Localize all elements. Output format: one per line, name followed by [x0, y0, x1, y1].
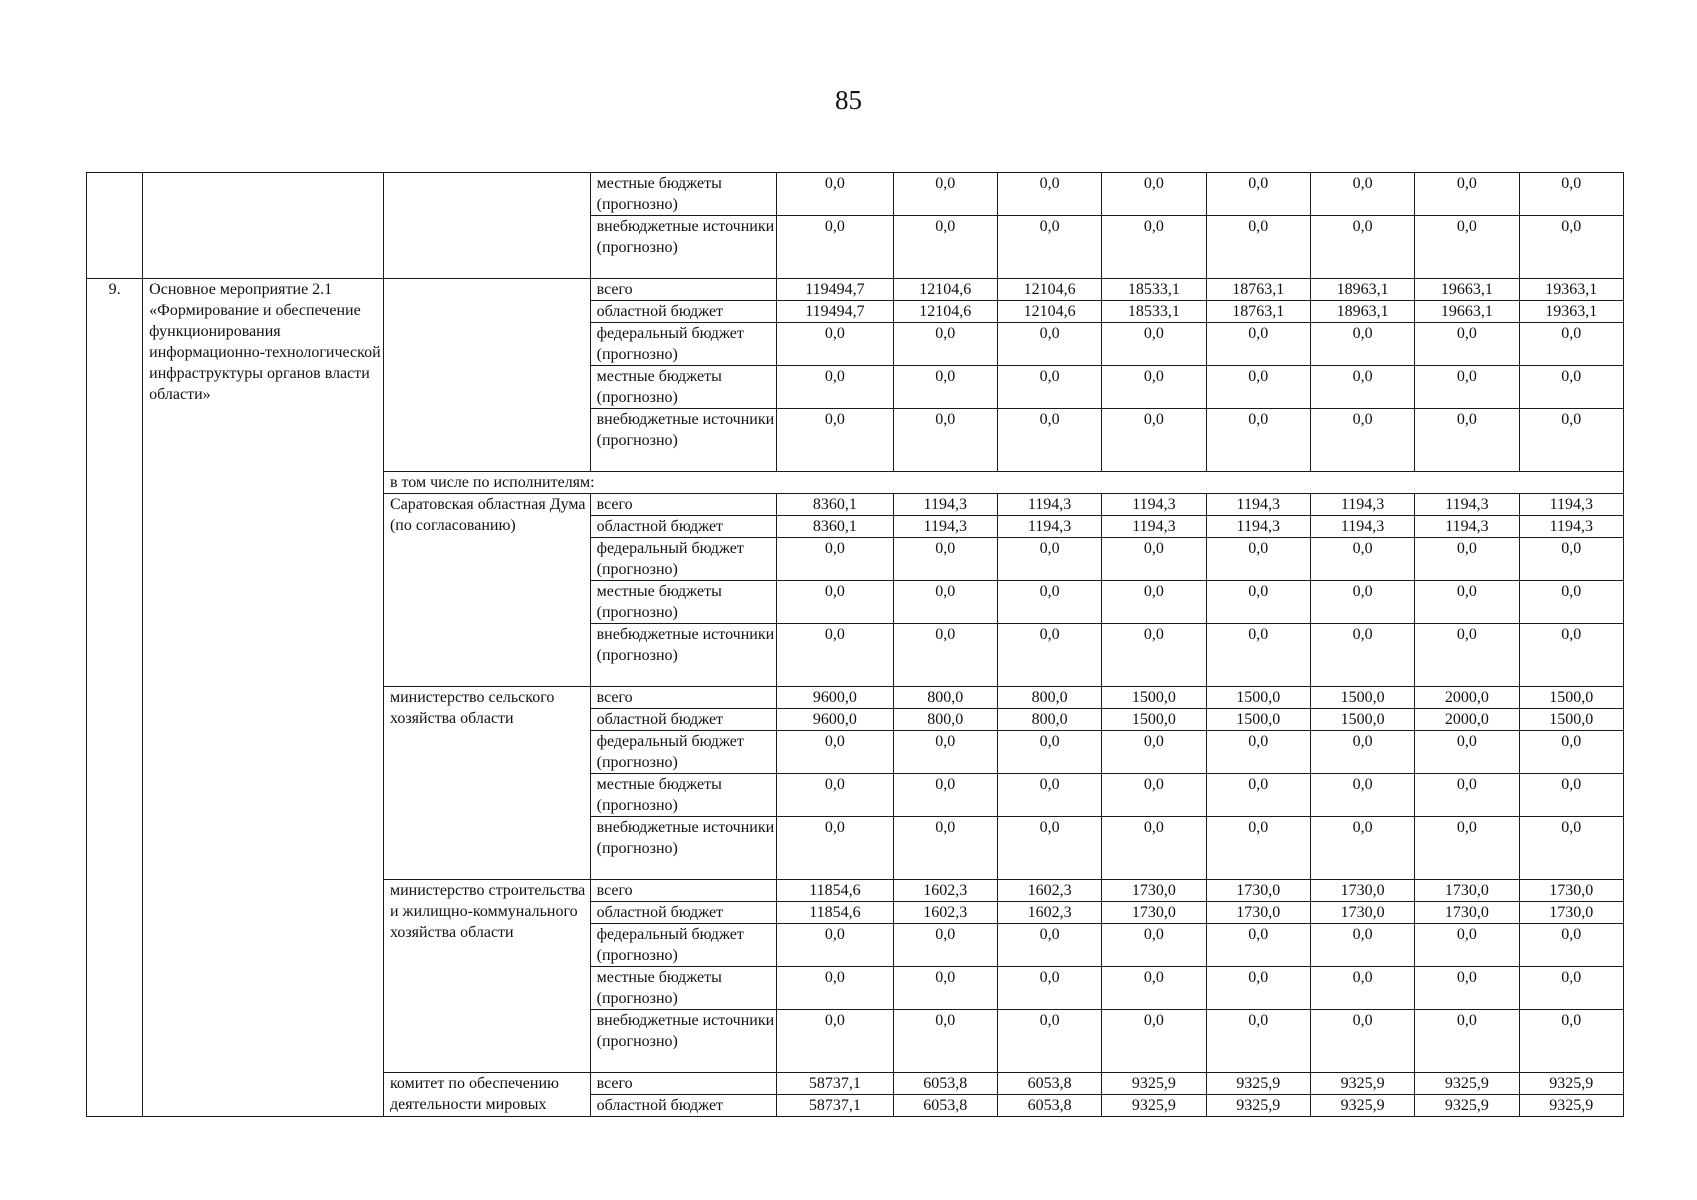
- value-year-cell: 0,0: [1310, 731, 1414, 774]
- value-year-cell: 1194,3: [997, 494, 1101, 516]
- value-year-cell: 1602,3: [893, 902, 997, 924]
- value-year-cell: 0,0: [997, 538, 1101, 581]
- value-year-cell: 1194,3: [1519, 516, 1623, 538]
- funding-source-label: местные бюджеты (прогнозно): [590, 967, 777, 1010]
- value-year-cell: 0,0: [1206, 731, 1310, 774]
- funding-source-label: федеральный бюджет (прогнозно): [590, 538, 777, 581]
- funding-source-label: местные бюджеты (прогнозно): [590, 581, 777, 624]
- value-year-cell: 0,0: [1415, 624, 1519, 687]
- value-total-cell: 0,0: [777, 731, 893, 774]
- value-year-cell: 18963,1: [1310, 301, 1414, 323]
- value-total-cell: 11854,6: [777, 880, 893, 902]
- executor-name-cell: министерство строительства и жилищно-коммунального хозяйства области: [383, 880, 590, 1073]
- value-year-cell: 18533,1: [1102, 279, 1206, 301]
- funding-source-label: всего: [590, 494, 777, 516]
- value-year-cell: 0,0: [1310, 581, 1414, 624]
- value-year-cell: 1730,0: [1519, 902, 1623, 924]
- value-year-cell: 9325,9: [1206, 1073, 1310, 1095]
- measure-name-cell: Основное мероприятие 2.1 «Формирование и обеспечение функционирования информационно-технологической инфраструктуры органов власти области»: [143, 279, 384, 1117]
- funding-source-label: местные бюджеты (прогнозно): [590, 173, 777, 216]
- value-year-cell: 0,0: [1206, 774, 1310, 817]
- value-year-cell: 0,0: [893, 581, 997, 624]
- value-year-cell: 1500,0: [1102, 687, 1206, 709]
- value-year-cell: 0,0: [1415, 967, 1519, 1010]
- value-year-cell: 0,0: [893, 323, 997, 366]
- value-total-cell: 0,0: [777, 967, 893, 1010]
- value-year-cell: 1602,3: [997, 902, 1101, 924]
- value-year-cell: 0,0: [1206, 409, 1310, 472]
- value-year-cell: 0,0: [1102, 624, 1206, 687]
- value-total-cell: 0,0: [777, 323, 893, 366]
- value-year-cell: 0,0: [893, 538, 997, 581]
- value-total-cell: 0,0: [777, 538, 893, 581]
- table-row: [87, 173, 1624, 216]
- value-year-cell: 19363,1: [1519, 279, 1623, 301]
- value-year-cell: 0,0: [893, 967, 997, 1010]
- value-year-cell: 0,0: [997, 581, 1101, 624]
- funding-source-label: федеральный бюджет (прогнозно): [590, 924, 777, 967]
- budget-table-body: [87, 173, 1624, 1117]
- value-year-cell: 1730,0: [1310, 880, 1414, 902]
- value-total-cell: 0,0: [777, 216, 893, 279]
- value-year-cell: 0,0: [1206, 173, 1310, 216]
- funding-source-label: внебюджетные источники (прогнозно): [590, 1010, 777, 1073]
- value-year-cell: 0,0: [1415, 409, 1519, 472]
- value-year-cell: 0,0: [1415, 323, 1519, 366]
- value-year-cell: 0,0: [893, 366, 997, 409]
- value-year-cell: 0,0: [1415, 216, 1519, 279]
- funding-source-label: местные бюджеты (прогнозно): [590, 774, 777, 817]
- value-year-cell: 0,0: [1102, 323, 1206, 366]
- value-year-cell: 0,0: [1415, 817, 1519, 880]
- value-year-cell: 6053,8: [997, 1073, 1101, 1095]
- value-year-cell: 0,0: [1310, 774, 1414, 817]
- value-year-cell: 0,0: [1102, 581, 1206, 624]
- value-year-cell: 0,0: [1102, 924, 1206, 967]
- value-year-cell: 0,0: [1519, 173, 1623, 216]
- value-year-cell: 1500,0: [1310, 687, 1414, 709]
- value-total-cell: 0,0: [777, 366, 893, 409]
- value-year-cell: 0,0: [1102, 409, 1206, 472]
- row-number-cell: 9.: [87, 279, 143, 1117]
- value-year-cell: 0,0: [1206, 924, 1310, 967]
- value-total-cell: 0,0: [777, 581, 893, 624]
- value-year-cell: 0,0: [1519, 538, 1623, 581]
- value-year-cell: 0,0: [1519, 581, 1623, 624]
- value-year-cell: 0,0: [893, 409, 997, 472]
- value-year-cell: 0,0: [997, 967, 1101, 1010]
- value-year-cell: 0,0: [1310, 967, 1414, 1010]
- value-year-cell: 0,0: [1206, 967, 1310, 1010]
- executor-name-cell: Саратовская областная Дума (по согласованию): [383, 494, 590, 687]
- value-year-cell: 18533,1: [1102, 301, 1206, 323]
- value-year-cell: 1194,3: [1310, 494, 1414, 516]
- value-year-cell: 2000,0: [1415, 687, 1519, 709]
- value-total-cell: 0,0: [777, 409, 893, 472]
- funding-source-label: внебюджетные источники (прогнозно): [590, 409, 777, 472]
- value-total-cell: 9600,0: [777, 687, 893, 709]
- value-year-cell: 9325,9: [1415, 1073, 1519, 1095]
- value-total-cell: 0,0: [777, 173, 893, 216]
- value-year-cell: 1194,3: [1310, 516, 1414, 538]
- funding-source-label: всего: [590, 687, 777, 709]
- executor-name-cell: комитет по обеспечению деятельности мировых: [383, 1073, 590, 1117]
- value-year-cell: 1730,0: [1102, 880, 1206, 902]
- funding-source-label: внебюджетные источники (прогнозно): [590, 624, 777, 687]
- value-year-cell: 1194,3: [1415, 494, 1519, 516]
- value-year-cell: 0,0: [1102, 817, 1206, 880]
- value-year-cell: 0,0: [997, 731, 1101, 774]
- value-year-cell: 0,0: [1310, 173, 1414, 216]
- value-year-cell: 0,0: [1102, 173, 1206, 216]
- value-year-cell: 6053,8: [893, 1095, 997, 1117]
- value-year-cell: 0,0: [1415, 366, 1519, 409]
- value-year-cell: 1500,0: [1102, 709, 1206, 731]
- table-row: [87, 279, 1624, 301]
- value-year-cell: 0,0: [997, 216, 1101, 279]
- value-year-cell: 800,0: [997, 687, 1101, 709]
- value-year-cell: 1602,3: [893, 880, 997, 902]
- value-year-cell: 800,0: [893, 687, 997, 709]
- executor-cell: [383, 173, 590, 279]
- value-year-cell: 0,0: [997, 323, 1101, 366]
- value-year-cell: 0,0: [1206, 216, 1310, 279]
- value-total-cell: 58737,1: [777, 1073, 893, 1095]
- value-year-cell: 0,0: [1206, 817, 1310, 880]
- funding-source-label: федеральный бюджет (прогнозно): [590, 731, 777, 774]
- value-year-cell: 9325,9: [1519, 1095, 1623, 1117]
- value-year-cell: 1730,0: [1206, 902, 1310, 924]
- value-year-cell: 0,0: [1206, 366, 1310, 409]
- value-year-cell: 0,0: [1102, 731, 1206, 774]
- value-year-cell: 9325,9: [1310, 1073, 1414, 1095]
- value-year-cell: 2000,0: [1415, 709, 1519, 731]
- value-year-cell: 0,0: [893, 924, 997, 967]
- value-year-cell: 0,0: [1310, 624, 1414, 687]
- value-year-cell: 1730,0: [1102, 902, 1206, 924]
- value-year-cell: 1194,3: [893, 494, 997, 516]
- value-year-cell: 9325,9: [1102, 1073, 1206, 1095]
- value-year-cell: 1500,0: [1206, 709, 1310, 731]
- funding-source-label: всего: [590, 1073, 777, 1095]
- value-year-cell: 0,0: [997, 173, 1101, 216]
- budget-table-container: [86, 172, 1624, 1117]
- value-year-cell: 0,0: [1310, 323, 1414, 366]
- value-year-cell: 1730,0: [1519, 880, 1623, 902]
- value-year-cell: 0,0: [1310, 1010, 1414, 1073]
- funding-source-label: областной бюджет: [590, 902, 777, 924]
- value-year-cell: 0,0: [1415, 581, 1519, 624]
- value-year-cell: 0,0: [1519, 967, 1623, 1010]
- value-year-cell: 12104,6: [997, 279, 1101, 301]
- value-year-cell: 0,0: [893, 817, 997, 880]
- funding-source-label: всего: [590, 279, 777, 301]
- value-total-cell: 0,0: [777, 774, 893, 817]
- executor-name-cell: министерство сельского хозяйства области: [383, 687, 590, 880]
- value-year-cell: 0,0: [1519, 924, 1623, 967]
- value-year-cell: 0,0: [893, 173, 997, 216]
- value-year-cell: 0,0: [1310, 216, 1414, 279]
- value-year-cell: 9325,9: [1310, 1095, 1414, 1117]
- value-year-cell: 0,0: [1519, 774, 1623, 817]
- executors-header: в том числе по исполнителям:: [383, 472, 1623, 494]
- value-year-cell: 18763,1: [1206, 301, 1310, 323]
- value-year-cell: 0,0: [1310, 924, 1414, 967]
- value-year-cell: 1500,0: [1206, 687, 1310, 709]
- page-number: 85: [835, 85, 862, 115]
- value-year-cell: 0,0: [1519, 731, 1623, 774]
- value-year-cell: 12104,6: [997, 301, 1101, 323]
- value-year-cell: 800,0: [997, 709, 1101, 731]
- value-year-cell: 0,0: [1102, 774, 1206, 817]
- value-year-cell: 0,0: [1310, 817, 1414, 880]
- value-year-cell: 1730,0: [1206, 880, 1310, 902]
- value-year-cell: 0,0: [893, 216, 997, 279]
- value-year-cell: 1194,3: [997, 516, 1101, 538]
- funding-source-label: федеральный бюджет (прогнозно): [590, 323, 777, 366]
- value-year-cell: 0,0: [1310, 366, 1414, 409]
- value-year-cell: 0,0: [893, 774, 997, 817]
- value-year-cell: 0,0: [1519, 366, 1623, 409]
- value-year-cell: 0,0: [1102, 538, 1206, 581]
- value-year-cell: 800,0: [893, 709, 997, 731]
- value-year-cell: 0,0: [1310, 409, 1414, 472]
- measure-name-cell: [143, 173, 384, 279]
- value-year-cell: 12104,6: [893, 301, 997, 323]
- value-total-cell: 9600,0: [777, 709, 893, 731]
- value-year-cell: 0,0: [1415, 924, 1519, 967]
- value-year-cell: 0,0: [1415, 173, 1519, 216]
- value-year-cell: 0,0: [1519, 409, 1623, 472]
- funding-source-label: областной бюджет: [590, 516, 777, 538]
- value-year-cell: 9325,9: [1415, 1095, 1519, 1117]
- value-year-cell: 9325,9: [1102, 1095, 1206, 1117]
- value-year-cell: 1194,3: [1102, 516, 1206, 538]
- value-year-cell: 19663,1: [1415, 301, 1519, 323]
- value-year-cell: 18963,1: [1310, 279, 1414, 301]
- value-year-cell: 0,0: [1206, 624, 1310, 687]
- value-year-cell: 1194,3: [1102, 494, 1206, 516]
- value-year-cell: 0,0: [997, 624, 1101, 687]
- funding-source-label: всего: [590, 880, 777, 902]
- value-year-cell: 1730,0: [1310, 902, 1414, 924]
- value-year-cell: 19663,1: [1415, 279, 1519, 301]
- value-total-cell: 8360,1: [777, 494, 893, 516]
- value-year-cell: 0,0: [997, 409, 1101, 472]
- value-year-cell: 18763,1: [1206, 279, 1310, 301]
- value-total-cell: 119494,7: [777, 279, 893, 301]
- value-year-cell: 0,0: [1102, 366, 1206, 409]
- value-year-cell: 19363,1: [1519, 301, 1623, 323]
- value-year-cell: 0,0: [1206, 323, 1310, 366]
- value-year-cell: 0,0: [997, 366, 1101, 409]
- executor-cell: [383, 279, 590, 472]
- value-year-cell: 1194,3: [1415, 516, 1519, 538]
- value-year-cell: 9325,9: [1519, 1073, 1623, 1095]
- value-year-cell: 1602,3: [997, 880, 1101, 902]
- value-year-cell: 1194,3: [893, 516, 997, 538]
- value-year-cell: 0,0: [1519, 624, 1623, 687]
- value-year-cell: 0,0: [1102, 216, 1206, 279]
- value-year-cell: 1500,0: [1519, 709, 1623, 731]
- value-year-cell: 6053,8: [997, 1095, 1101, 1117]
- value-year-cell: 1194,3: [1206, 516, 1310, 538]
- value-year-cell: 0,0: [1415, 1010, 1519, 1073]
- value-year-cell: 6053,8: [893, 1073, 997, 1095]
- value-year-cell: 0,0: [997, 1010, 1101, 1073]
- value-year-cell: 0,0: [1102, 967, 1206, 1010]
- value-year-cell: 0,0: [1206, 1010, 1310, 1073]
- value-year-cell: 1194,3: [1519, 494, 1623, 516]
- value-total-cell: 119494,7: [777, 301, 893, 323]
- value-year-cell: 0,0: [997, 774, 1101, 817]
- value-year-cell: 0,0: [893, 1010, 997, 1073]
- value-year-cell: 0,0: [1519, 1010, 1623, 1073]
- value-year-cell: 0,0: [1206, 538, 1310, 581]
- value-year-cell: 0,0: [1310, 538, 1414, 581]
- value-total-cell: 0,0: [777, 1010, 893, 1073]
- value-total-cell: 11854,6: [777, 902, 893, 924]
- value-total-cell: 58737,1: [777, 1095, 893, 1117]
- funding-source-label: областной бюджет: [590, 1095, 777, 1117]
- value-year-cell: 0,0: [1519, 323, 1623, 366]
- value-total-cell: 0,0: [777, 924, 893, 967]
- value-year-cell: 1500,0: [1519, 687, 1623, 709]
- value-year-cell: 1730,0: [1415, 880, 1519, 902]
- value-total-cell: 0,0: [777, 624, 893, 687]
- value-year-cell: 9325,9: [1206, 1095, 1310, 1117]
- value-year-cell: 0,0: [1415, 774, 1519, 817]
- funding-source-label: внебюджетные источники (прогнозно): [590, 216, 777, 279]
- value-year-cell: 0,0: [1102, 1010, 1206, 1073]
- funding-source-label: областной бюджет: [590, 709, 777, 731]
- value-year-cell: 0,0: [997, 924, 1101, 967]
- row-number-cell: [87, 173, 143, 279]
- funding-source-label: внебюджетные источники (прогнозно): [590, 817, 777, 880]
- value-total-cell: 8360,1: [777, 516, 893, 538]
- value-year-cell: 0,0: [1206, 581, 1310, 624]
- value-year-cell: 0,0: [1415, 538, 1519, 581]
- funding-source-label: местные бюджеты (прогнозно): [590, 366, 777, 409]
- value-year-cell: 0,0: [1415, 731, 1519, 774]
- value-year-cell: 1500,0: [1310, 709, 1414, 731]
- value-year-cell: 0,0: [1519, 216, 1623, 279]
- value-year-cell: 0,0: [1519, 817, 1623, 880]
- value-year-cell: 0,0: [997, 817, 1101, 880]
- funding-source-label: областной бюджет: [590, 301, 777, 323]
- value-year-cell: 1730,0: [1415, 902, 1519, 924]
- value-year-cell: 0,0: [893, 624, 997, 687]
- value-year-cell: 1194,3: [1206, 494, 1310, 516]
- budget-table: [86, 172, 1624, 1117]
- value-total-cell: 0,0: [777, 817, 893, 880]
- value-year-cell: 12104,6: [893, 279, 997, 301]
- value-year-cell: 0,0: [893, 731, 997, 774]
